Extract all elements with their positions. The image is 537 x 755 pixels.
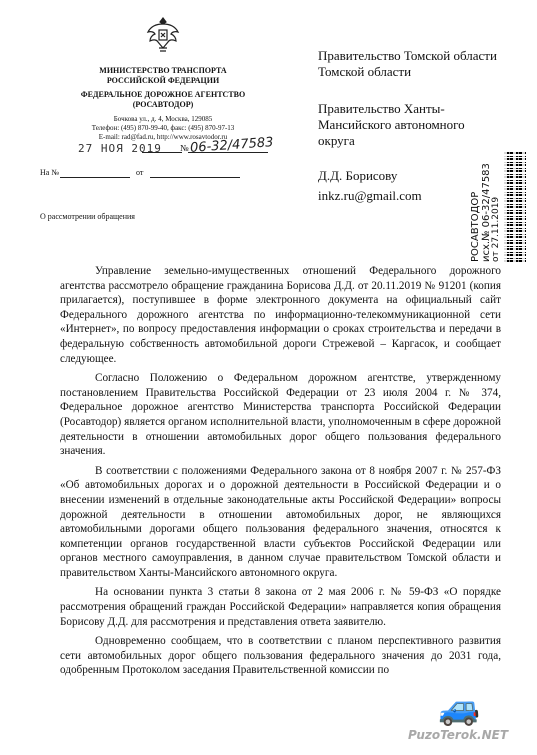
- stamp-number: исх.№ 06-32/47583: [481, 163, 492, 262]
- offroad-car-icon: 🚙: [438, 688, 481, 728]
- agency-title-line2: (РОСАВТОДОР): [132, 100, 194, 109]
- date-stamp: 27 НОЯ 2019: [78, 142, 162, 155]
- recipient-tomsk-line2: Томской области: [318, 64, 412, 79]
- body-paragraph: Управление земельно-имущественных отношений Федерального дорожного агентства рассмотрело обращение гражданина Борисова Д.Д. от 20.11.2019 № 91201 (копия прилагается), поступившее в форме электронного документа на официальный сайт Федерального дорожного агентства по информационно-телекоммуникационной сети «Интернет», по вопросу предоставления информации о сроках строительства и передачи в федеральную собственность автомобильной дороги Стрежевой – Каргасок, и сообщает следующее.: [60, 265, 501, 365]
- na-underline: [60, 177, 130, 178]
- recipient-borisov-name: Д.Д. Борисову: [318, 168, 398, 183]
- number-prefix: №: [180, 143, 189, 153]
- barcode-icon: [504, 152, 526, 262]
- recipient-borisov-email: inkz.ru@gmail.com: [318, 188, 422, 203]
- recipient-khmao-line1: Правительство Ханты-: [318, 101, 445, 116]
- agency-email: E-mail: rad@fad.ru, http://www.rosavtodor.ru: [98, 133, 228, 141]
- na-label: На №: [40, 168, 59, 177]
- letter-body: [60, 264, 501, 683]
- recipient-khmao-line3: округа: [318, 133, 355, 148]
- body-paragraph: Согласно Положению о Федеральном дорожном агентстве, утвержденному постановлением Правительства Российской Федерации от 23 июля 2004 г. № 374, Федеральное дорожное агентство Министерства транспорта Российской Федерации (Росавтодор) является органом исполнительной власти, уполномоченным в сфере дорожной деятельности в отношении автомобильных дорог общего пользования федерального значения.: [60, 372, 501, 458]
- agency-title-line1: ФЕДЕРАЛЬНОЕ ДОРОЖНОЕ АГЕНТСТВО: [80, 90, 246, 99]
- coat-of-arms-icon: [145, 14, 181, 54]
- date-underline: [142, 152, 182, 153]
- body-paragraph: Одновременно сообщаем, что в соответствии с планом перспективного развития сети автомобильных дорог общего пользования федерального значения до 2031 года, одобренным Протоколом заседания Правительственной комиссии по: [60, 635, 501, 677]
- stamp-date: от 27.11.2019: [491, 196, 501, 262]
- body-paragraph: На основании пункта 3 статьи 8 закона от 2 мая 2006 г. № 59-ФЗ «О порядке рассмотрения обращений граждан Российской Федерации» направляется копия обращения Борисову Д.Д. для рассмотрения и представления ответа заявителю.: [60, 586, 501, 628]
- body-paragraph: В соответствии с положениями Федерального закона от 8 ноября 2007 г. № 257-ФЗ «Об автомобильных дорогах и о дорожной деятельности в Российской Федерации и о внесении изменений в отдельные законодательные акты Российской Федерации» вопросы дорожной деятельности в отношении автомобильных дорог, не являющихся автомобильными дорогами общего пользования федерального значения, относятся к компетенции органов государственной власти субъектов Российской Федерации или органов местного самоуправления, в данном случае правительством Томской области и правительством Ханты-Мансийского автономного округа.: [60, 464, 501, 579]
- ministry-title-line2: РОССИЙСКОЙ ФЕДЕРАЦИИ: [106, 76, 220, 85]
- registration-stamp: [470, 152, 526, 262]
- recipient-khmao-line2: Мансийского автономного: [318, 117, 465, 132]
- stamp-org: РОСАВТОДОР: [470, 191, 481, 262]
- recipient-tomsk-line1: Правительство Томской области: [318, 48, 497, 63]
- site-watermark: [408, 688, 526, 748]
- watermark-brand: PuzoTerok.NET: [408, 728, 509, 742]
- ot-underline: [150, 177, 240, 178]
- outgoing-number: 06-32/47583: [189, 135, 274, 156]
- agency-address: Бочкова ул., д. 4, Москва, 129085: [113, 115, 213, 123]
- ot-label: от: [136, 168, 144, 177]
- reference-line: [40, 168, 280, 182]
- agency-phone: Телефон: (495) 870-99-40, факс: (495) 870-97-13: [91, 124, 235, 132]
- ministry-title-line1: МИНИСТЕРСТВО ТРАНСПОРТА: [99, 66, 227, 75]
- letter-subject: О рассмотрении обращения: [40, 212, 135, 221]
